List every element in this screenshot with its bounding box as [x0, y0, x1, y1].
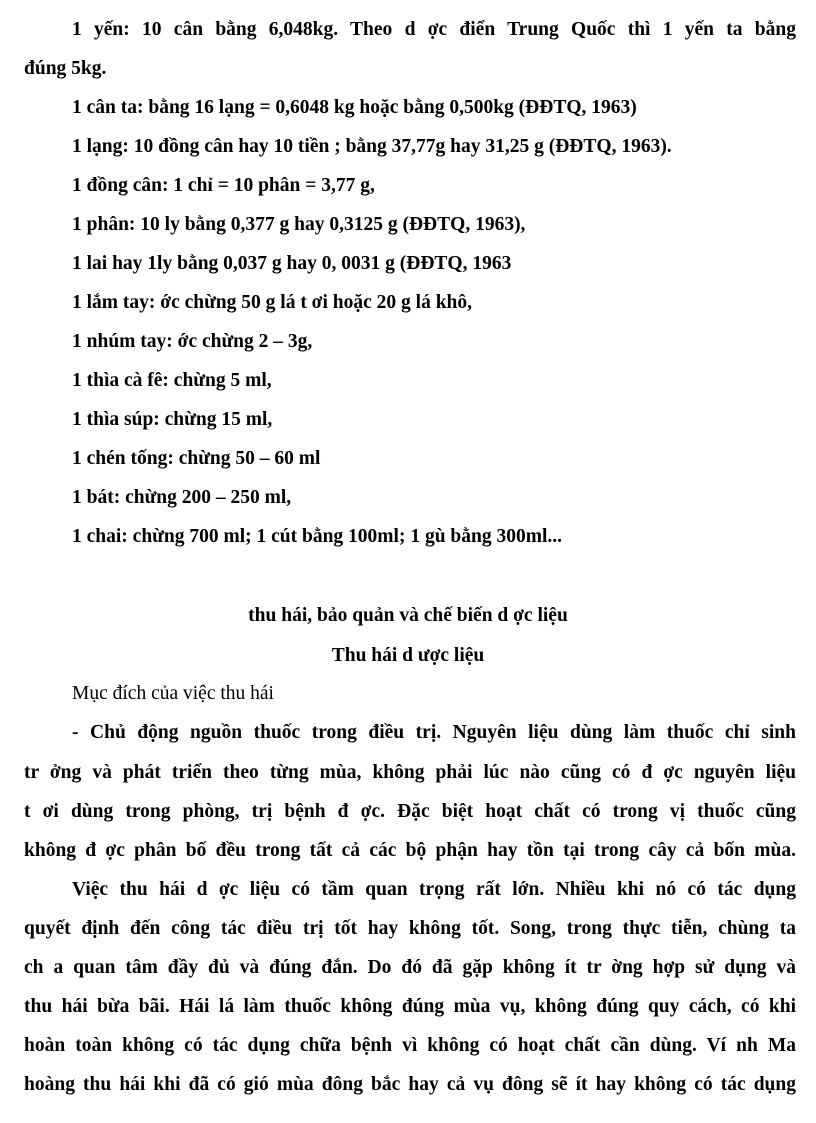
paragraph-line: không đ ợc phân bố đều trong tất cả các bộ phận hay tồn tại trong cây cả bốn mùa. [24, 840, 796, 861]
paragraph-line: hoàn toàn không có tác dụng chữa bệnh vì không có hoạt chất cần dùng. Ví nh Ma [24, 1035, 796, 1056]
unit-line-thia-sup: 1 thìa súp: chừng 15 ml, [72, 409, 273, 430]
unit-line-lang: 1 lạng: 10 đồng cân hay 10 tiền ; bằng 37,77g hay 31,25 g (ĐĐTQ, 1963). [72, 136, 672, 157]
unit-line-lam-tay: 1 lắm tay: ớc chừng 50 g lá t ơi hoặc 20 g lá khô, [72, 292, 473, 313]
unit-line-thia-ca-fe: 1 thìa cà fê: chừng 5 ml, [72, 370, 272, 391]
section-heading: thu hái, bảo quản và chế biến d ợc liệu [248, 605, 568, 626]
unit-line-yen: 1 yến: 10 cân bằng 6,048kg. Theo d ợc điển Trung Quốc thì 1 yến ta bằng [72, 19, 796, 40]
unit-line-chen-tong: 1 chén tống: chừng 50 – 60 ml [72, 448, 321, 469]
unit-line-phan: 1 phân: 10 ly bằng 0,377 g hay 0,3125 g (ĐĐTQ, 1963), [72, 214, 526, 235]
paragraph-line: hoàng thu hái khi đã có gió mùa đông bắc hay cả vụ đông sẽ ít hay không có tác dụng [24, 1074, 796, 1095]
unit-line-can-ta: 1 cân ta: bằng 16 lạng = 0,6048 kg hoặc bằng 0,500kg (ĐĐTQ, 1963) [72, 97, 637, 118]
unit-line-lai: 1 lai hay 1ly bằng 0,037 g hay 0, 0031 g (ĐĐTQ, 1963 [72, 253, 512, 274]
unit-line-dong-can: 1 đồng cân: 1 chỉ = 10 phân = 3,77 g, [72, 175, 375, 196]
unit-line-yen-cont: đúng 5kg. [24, 58, 107, 79]
paragraph-line: tr ởng và phát triển theo từng mùa, không phải lúc nào cũng có đ ợc nguyên liệu [24, 762, 796, 783]
paragraph-line: - Chủ động nguồn thuốc trong điều trị. Nguyên liệu dùng làm thuốc chỉ sinh [72, 722, 796, 743]
paragraph-line: Việc thu hái d ợc liệu có tầm quan trọng rất lớn. Nhiều khi nó có tác dụng [72, 879, 796, 900]
unit-line-chai: 1 chai: chừng 700 ml; 1 cút bằng 100ml; 1 gù bằng 300ml... [72, 526, 563, 547]
paragraph-line: ch a quan tâm đầy đủ và đúng đắn. Do đó đã gặp không ít tr ờng hợp sử dụng và [24, 957, 796, 978]
section-subheading: Thu hái d ược liệu [331, 645, 485, 666]
unit-line-bat: 1 bát: chừng 200 – 250 ml, [72, 487, 292, 508]
unit-line-nhum-tay: 1 nhúm tay: ớc chừng 2 – 3g, [72, 331, 313, 352]
paragraph-line: t ơi dùng trong phòng, trị bệnh đ ợc. Đặc biệt hoạt chất có trong vị thuốc cũng [24, 801, 796, 822]
paragraph-line: thu hái bừa bãi. Hái lá làm thuốc không đúng mùa vụ, không đúng quy cách, có khi [24, 996, 796, 1017]
paragraph-line: quyết định đến công tác điều trị tốt hay không tốt. Song, trong thực tiễn, chùng ta [24, 918, 796, 939]
purpose-title: Mục đích của việc thu hái [72, 683, 274, 704]
